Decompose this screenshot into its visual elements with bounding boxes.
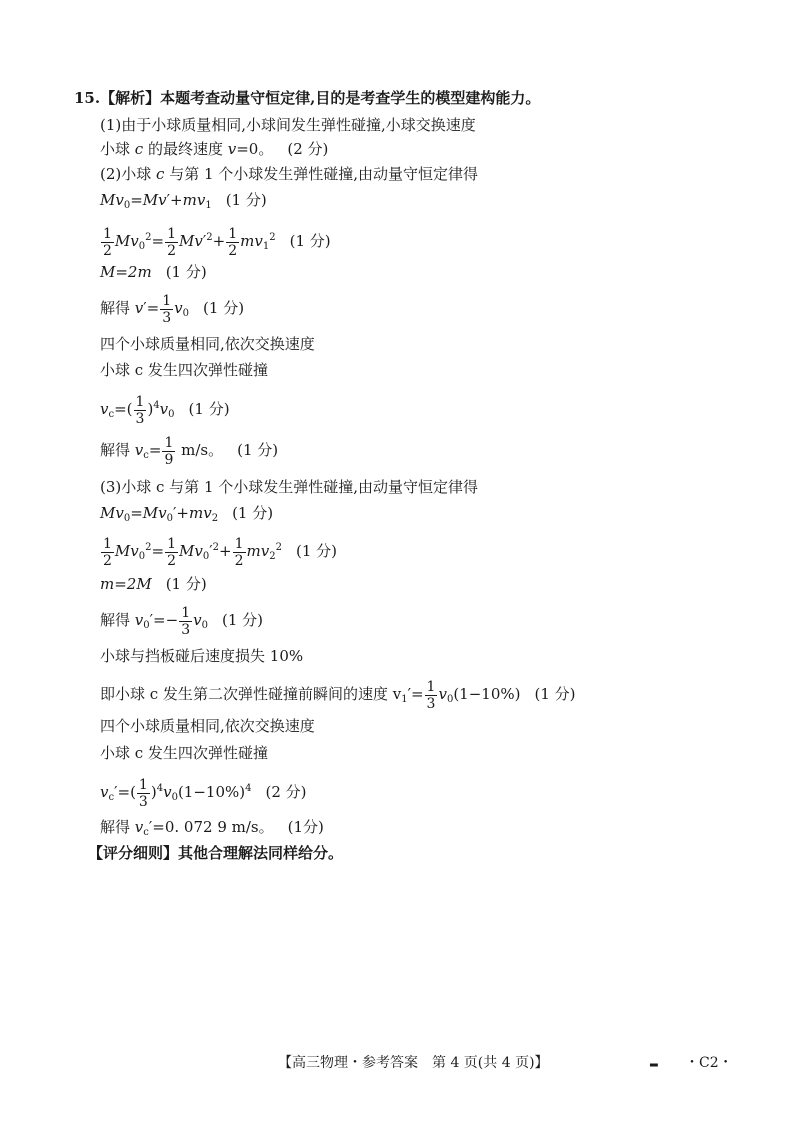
part3-solution2: 解得 $v_c'=0$. 072 9 m/s。 (1分): [100, 818, 324, 838]
part3-text1: 小球与挡板碰后速度损失 10%: [100, 647, 304, 665]
part2-solution2: 解得 $v_c=$ $\frac{1}{9}$ m/s。 (1 分): [100, 434, 279, 468]
question-header: [74, 88, 540, 108]
text: 小球: [100, 140, 135, 158]
part2-eq4: $v_c=$( $\frac{1}{3}$ )$^4v_0$ (1 分): [100, 393, 230, 427]
value: =0. 072 9 m/s。: [152, 818, 274, 836]
part2-eq2: $\frac{1}{2}$ $Mv_0^2=$ $\frac{1}{2}$ $Mv'^2+$ $\frac{1}{2}$ $mv_1^2$ (1 分): [103, 225, 331, 259]
part3-text3: 四个小球质量相同,依次交换速度: [100, 717, 315, 735]
points: (1 分): [203, 299, 245, 317]
points: (1 分): [295, 542, 337, 560]
text: =0。: [236, 140, 274, 158]
grading-note: [88, 843, 343, 863]
analysis-tag: 【解析】: [100, 89, 161, 107]
points: (1 分): [225, 191, 267, 209]
part3-eq4: $v_c'=$( $\frac{1}{3}$ )$^4v_0(1-10\%)^4$ (2 分): [100, 776, 307, 810]
points: (1 分): [165, 575, 207, 593]
part3-solution1: 解得 $v_0'=-$ $\frac{1}{3}$ $v_0$ (1 分): [100, 604, 263, 638]
part3-text2: 即小球 c 发生第二次弹性碰撞前瞬间的速度 $v_1'=$ $\frac{1}{3}$ $v_0(1-10\%)$ (1 分): [100, 678, 576, 712]
part3-text4: 小球 c 发生四次弹性碰撞: [100, 744, 268, 762]
points: (2 分): [265, 783, 307, 801]
points: (2 分): [287, 140, 329, 158]
text: 与第 1 个小球发生弹性碰撞,由动量守恒定律得: [164, 165, 479, 183]
equation: M=2m: [100, 263, 152, 281]
text: 的最终速度: [143, 140, 228, 158]
var-v: v: [227, 140, 237, 158]
points: (1 分): [232, 504, 274, 522]
part2-eq1: $Mv_0=Mv'+mv_1$ (1 分): [100, 191, 267, 211]
equation: m=2M: [100, 575, 152, 593]
part2-line1: [100, 164, 478, 184]
text: 即小球 c 发生第二次弹性碰撞前瞬间的速度 v: [100, 685, 402, 703]
text: (2)小球: [100, 165, 157, 183]
part2-solution1: 解得 v′= $\frac{1}{3}$ $v_0$ (1 分): [100, 292, 245, 326]
var-c: c: [156, 165, 165, 183]
part3-eq2: $\frac{1}{2}$ $Mv_0^2=$ $\frac{1}{2}$ $Mv_0'^2+$ $\frac{1}{2}$ $mv_2^2$ (1 分): [103, 535, 337, 569]
part1-line1: (1)由于小球质量相同,小球间发生弹性碰撞,小球交换速度: [100, 116, 476, 134]
question-number: 15.: [74, 89, 101, 107]
part3-line1: (3)小球 c 与第 1 个小球发生弹性碰撞,由动量守恒定律得: [100, 478, 479, 496]
points: (1 分): [165, 263, 207, 281]
part2-text1: 四个小球质量相同,依次交换速度: [100, 335, 315, 353]
footer-title: 【高三物理・参考答案 第 4 页(共 4 页)】: [278, 1055, 549, 1071]
part3-eq3: [100, 574, 207, 594]
grading-text: 其他合理解法同样给分。: [178, 844, 344, 862]
footer-code: ・C2・: [685, 1055, 733, 1071]
part3-eq1: $Mv_0=Mv_0'+mv_2$ (1 分): [100, 504, 274, 524]
points: (1 分): [221, 611, 263, 629]
points: (1分): [287, 818, 324, 836]
grading-tag: 【评分细则】: [88, 844, 179, 862]
part1-line2: [100, 139, 328, 159]
footer-mark: ▂: [650, 1056, 658, 1067]
part2-eq3: [100, 262, 207, 282]
question-intro: 本题考查动量守恒定律,目的是考查学生的模型建构能力。: [160, 89, 541, 107]
points: (1 分): [289, 232, 331, 250]
unit: m/s。: [181, 441, 224, 459]
points: (1 分): [188, 400, 230, 418]
points: (1 分): [237, 441, 279, 459]
part2-text2: 小球 c 发生四次弹性碰撞: [100, 361, 268, 379]
var-c: c: [134, 140, 144, 158]
points: (1 分): [534, 685, 576, 703]
